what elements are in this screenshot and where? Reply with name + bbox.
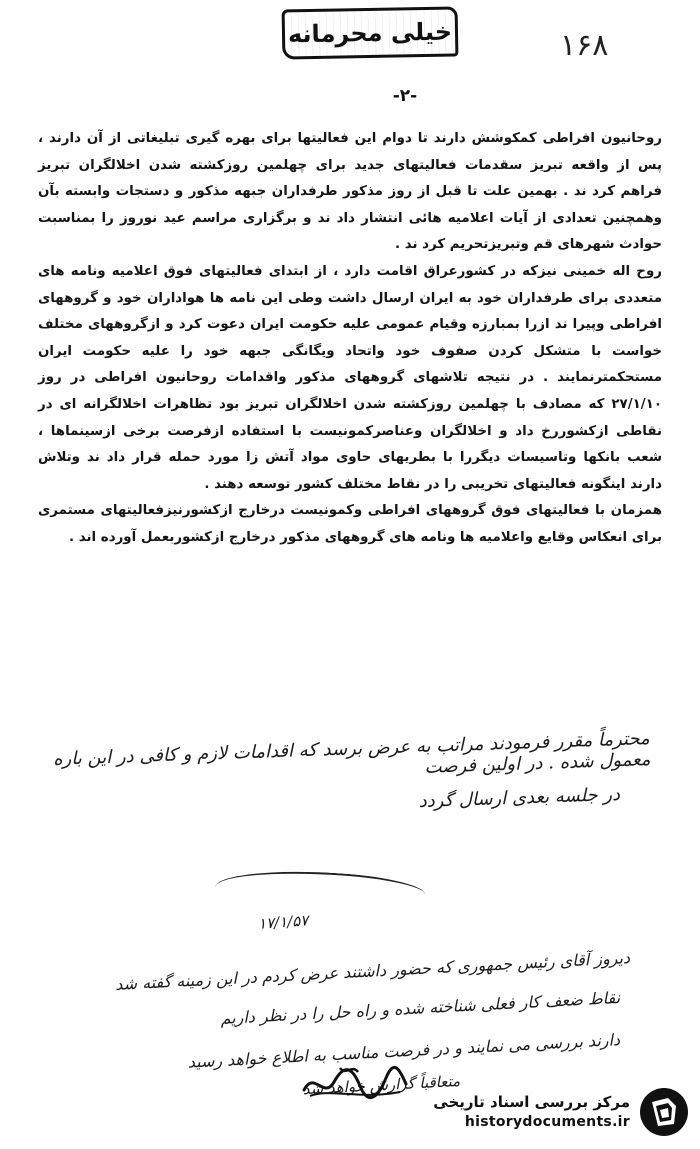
handwritten-note-2-line-2: نقاط ضعف کار فعلی شناخته شده و راه حل را در نظر داریم (220, 988, 621, 1028)
handwritten-note-2-line-1: دیروز آقای رئیس جمهوری که حضور داشتند عرض کردم در این زمینه گفته شد (114, 948, 631, 994)
body-paragraph-1: روحانیون افراطی کمکوشش دارند تا دوام این فعالیتها برای بهره گیری تبلیغاتی از آن دارند ، پس از واقعه تبریز سقدمات فعالیتهای جدید برای چهلمین روزکشته شدن اخلالگران تبریز فراهم کرد ند . بهمین علت تا قبل از روز مذکور طرفداران جبهه مذکور و دستجات وابسته بآن وهمچنین تعدادی از آیات اعلامیه هائی انتشار داد ند و برگزاری مراسم عید نوروز را بمناسبت حوادث شهرهای قم وتبریزتحریم کرد ند . (38, 131, 662, 253)
classification-stamp-text: خیلی محرمانه (287, 17, 453, 49)
archive-watermark (420, 1084, 690, 1140)
handwritten-note-1-line-1: محترماً مقرر فرمودند مراتب به عرض برسد که اقدامات لازم و کافی در این باره معمول شده . در اولین فرصت (52, 728, 651, 778)
signature-icon (300, 1060, 410, 1104)
watermark-title: مرکز بررسی اسناد تاریخی (433, 1093, 630, 1111)
history-documents-logo-icon (638, 1086, 690, 1138)
document-number: ۱۶۸ (560, 28, 609, 63)
pen-stroke (214, 865, 426, 918)
handwritten-note-2-date: ۱۷/۱/۵۷ (257, 911, 309, 933)
handwritten-note-2-line-3: دارند بررسی می نمایند و در فرصت مناسب به اطلاع خواهد رسید (187, 1030, 621, 1072)
page-number: -۲- (392, 86, 418, 106)
body-paragraph-3: همزمان با فعالیتهای فوق گروههای افراطی وکمونیست درخارج ازکشورنیزفعالیتهای مستمری برای انعکاس وقایع واعلامیه ها ونامه های گروههای مذکور درخارج ازکشوربعمل آورده اند . (38, 503, 662, 545)
body-paragraph-2: روح اله خمینی نیزکه در کشورعراق اقامت دارد ، از ابتدای فعالیتهای فوق اعلامیه ونامه های متعددی برای طرفداران خود به ایران ارسال داشت وطی این نامه ها هواداران خود و گروههای افراطی وپیرا ند ازرا بمبارزه وقیام عمومی علیه حکومت ایران دعوت کرد و ازگروههای مختلف خواست با متشکل کردن صفوف خود واتحاد ویگانگی جبهه خود را علیه حکومت ایران مستحکمترنمایند . در نتیجه تلاشهای گروههای مذکور واقدامات روحانیون افراطی در روز ۲۷/۱/۱۰ که مصادف با چهلمین روزکشته شدن اخلالگران تبریز بود تظاهرات اخلالگرانه ای در نقاطی ازکشوررخ داد و اخلالگران وعناصرکمونیست با استفاده ازفرصت برخی ازسینماها ، شعب بانکها وتاسیسات دیگررا با بطریهای حاوی مواد آتش زا مورد حمله قرار داد ند وتلاش دارند اینگونه فعالیتهای تخریبی را در نقاط مختلف کشور توسعه دهند . (38, 263, 662, 492)
handwritten-note-2-line-4: متعاقباً گزارش خواهد شد (302, 1072, 461, 1099)
typed-report-body (38, 126, 662, 552)
watermark-url: historydocuments.ir (464, 1114, 630, 1130)
classification-stamp (282, 6, 459, 59)
handwritten-note-1-line-2: در جلسه بعدی ارسال گردد (418, 784, 621, 813)
